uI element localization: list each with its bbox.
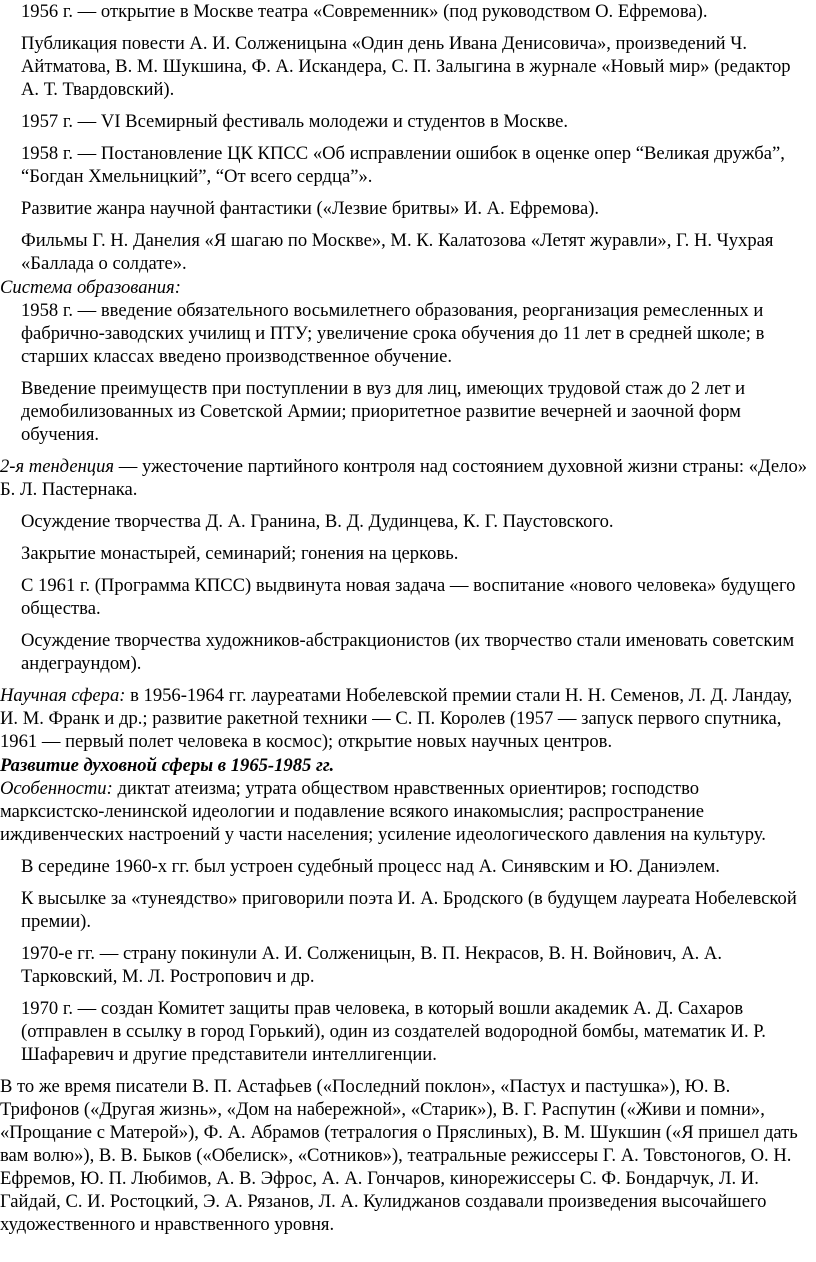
trend2-paragraph — [0, 455, 816, 501]
culture-item-decree: 1958 г. — Постановление ЦК КПСС «Об исправлении ошибок в оценке опер “Великая дружба”, “Богдан Хмельницкий”, “От всего сердца”». — [21, 143, 785, 187]
science-paragraph — [0, 684, 816, 753]
section2-item-committee: 1970 г. — создан Комитет защиты прав человека, в который вошли академик А. Д. Сахаров (отправлен в ссылку в город Горький), один из создателей водородной бомбы, математик И. Р. Шафаревич и другие представители интеллигенции. — [21, 998, 766, 1065]
trend2-text: — ужесточение партийного контроля над состоянием духовной жизни страны: «Дело» Б. Л. Пастернака. — [0, 456, 808, 500]
education-item-privileges: Введение преимуществ при поступлении в вуз для лиц, имеющих трудовой стаж до 2 лет и демобилизованных из Советской Армии; приоритетное развитие вечерней и заочной форм обучения. — [21, 378, 746, 445]
trend2-item-abstractionists: Осуждение творчества художников-абстракционистов (их творчество стали именовать советским андеграундом). — [21, 630, 795, 674]
features-text: диктат атеизма; утрата обществом нравственных ориентиров; господство марксистско-ленинской идеологии и подавление всякого инакомыслия; распространение иждивенческих настроений у части населения; усиление идеологического давления на культуру. — [0, 778, 766, 845]
trend2-item-condemnation: Осуждение творчества Д. А. Гранина, В. Д. Дудинцева, К. Г. Паустовского. — [21, 511, 614, 532]
culture-item-publications: Публикация повести А. И. Солженицына «Один день Ивана Денисовича», произведений Ч. Айтматова, В. М. Шукшина, Ф. А. Искандера, С. П. Залыгина в журнале «Новый мир» (редактор А. Т. Твардовский). — [21, 33, 791, 100]
science-label: Научная сфера: — [0, 685, 126, 706]
section2-heading: Развитие духовной сферы в 1965-1985 гг. — [0, 755, 335, 776]
culture-item-sovremennik: 1956 г. — открытие в Москве театра «Современник» (под руководством О. Ефремова). — [21, 1, 708, 22]
science-text: в 1956-1964 гг. лауреатами Нобелевской премии стали Н. Н. Семенов, Л. Д. Ландау, И. М. Франк и др.; развитие ракетной техники — С. П. Королев (1957 — запуск первого спутника, 1961 — первый полет человека в космос); открытие новых научных центров. — [0, 685, 793, 752]
culture-item-films: Фильмы Г. Н. Данелия «Я шагаю по Москве», М. К. Калатозова «Летят журавли», Г. Н. Чухрая «Баллада о солдате». — [21, 230, 774, 274]
education-heading: Система образования: — [0, 277, 181, 298]
section2-features — [0, 777, 816, 846]
trend2-item-new-man: С 1961 г. (Программа КПСС) выдвинута новая задача — воспитание «нового человека» будущего общества. — [21, 575, 796, 619]
culture-item-festival: 1957 г. — VI Всемирный фестиваль молодежи и студентов в Москве. — [21, 111, 569, 132]
section2-item-emigration: 1970-е гг. — страну покинули А. И. Солженицын, В. П. Некрасов, В. Н. Войнович, А. А. Тарковский, М. Л. Ростропович и др. — [21, 943, 723, 987]
trend2-label: 2-я тенденция — [0, 456, 115, 477]
section2-item-brodsky: К высылке за «тунеядство» приговорили поэта И. А. Бродского (в будущем лауреата Нобелевской премии). — [21, 888, 797, 932]
section2-item-trial: В середине 1960-х гг. был устроен судебный процесс над А. Синявским и Ю. Даниэлем. — [21, 856, 720, 877]
education-item-1958: 1958 г. — введение обязательного восьмилетнего образования, реорганизация ремесленных и фабрично-заводских училищ и ПТУ; увеличение срока обучения до 11 лет в средней школе; в старших классах введено производственное обучение. — [21, 300, 765, 367]
features-label: Особенности: — [0, 778, 113, 799]
culture-item-science-fiction: Развитие жанра научной фантастики («Лезвие бритвы» И. А. Ефремова). — [21, 198, 600, 219]
trend2-item-monasteries: Закрытие монастырей, семинарий; гонения на церковь. — [21, 543, 459, 564]
section2-closing: В то же время писатели В. П. Астафьев («Последний поклон», «Пастух и пастушка»), Ю. В. Трифонов («Другая жизнь», «Дом на набережной», «Старик»), В. Г. Распутин («Живи и помни», «Прощание с Матерой»), Ф. А. Абрамов (тетралогия о Пряслиных), В. М. Шукшин («Я пришел дать вам волю»), В. В. Быков («Обелиск», «Сотников»), театральные режиссеры Г. А. Товстоногов, О. Н. Ефремов, Ю. П. Любимов, А. В. Эфрос, А. А. Гончаров, кинорежиссеры С. Ф. Бондарчук, Л. И. Гайдай, С. И. Ростоцкий, Э. А. Рязанов, Л. А. Кулиджанов создавали произведения высочайшего художественного и нравственного уровня. — [0, 1076, 798, 1235]
